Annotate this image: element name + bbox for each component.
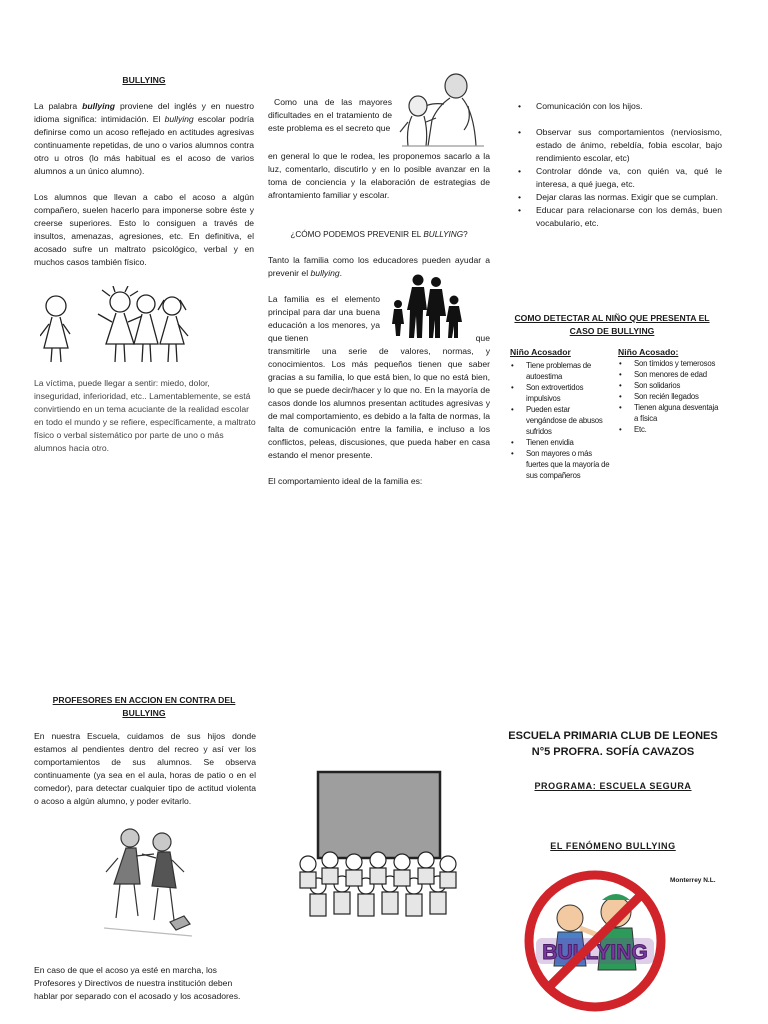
family-paragraph-end: transmitirle una serie de valores, normas, y conocimientos. Los más pequeños tienen que saber gracias a su familia, lo que está bien, lo que no está bien, lo que se puede decir/hacer y lo que no. En la mayoría de casos donde los alumnos presentan actitudes agresivas y de mal comportamiento, es debido a la falta de normas, la falta de comunicación entre la familia, e incluso a los conflictos, peleas, discusiones, que pueda haber en casa estando el menor presente.: [268, 346, 490, 460]
list-item: • Tienen alguna desventaja a física: [616, 402, 720, 424]
list-item: • Controlar dónde va, con quién va, qué le interesa, a qué juega, etc.: [514, 165, 722, 191]
school-name-line: N°5 PROFRA. SOFÍA CAVAZOS: [531, 746, 695, 758]
prevent-intro: Tanto la familia como los educadores pueden ayudar a prevenir el bullying.: [268, 255, 490, 278]
bullies-paragraph: Los alumnos que llevan a cabo el acoso a algún compañero, suelen hacerlo para imponerse sobre éste y creerse superiores. Esto lo consiguen a través de insultos, amenazas, agresiones, etc. En definitiva, el acosado sufre un maltrato psicológico, verbal y en muchos casos también físico.: [34, 192, 254, 267]
heading-text: ?: [463, 230, 468, 239]
list-item: • Dejar claras las normas. Exigir que se cumplan.: [514, 191, 722, 204]
kids-drawing-image: [40, 286, 190, 366]
bully-column-label: Niño Acosador: [510, 347, 571, 357]
text-run: escolar podría definirse como un acoso reflejado en actitudes agresivas continuamente repetidas, de uno o varios alumnos contra otro u otros (lo más habitual es el acoso de varios alumnos a un único alumno).: [34, 114, 254, 176]
text-run: proviene del inglés y en nuestro idioma significa: intimidación. El: [34, 101, 254, 124]
list-item: • Comunicación con los hijos.: [514, 100, 722, 113]
secret-paragraph-end: en general lo que le rodea, les proponemos sacarlo a la luz, comentarlo, discutirlo y en lo posible avanzar en la toma de conciencia y la elaboración de estrategias de afrontamiento familiar y escolar.: [268, 151, 490, 200]
prevent-intro-text: Tanto la familia como los educadores pueden ayudar a prevenir el: [268, 255, 490, 278]
no-bullying-sign: [520, 866, 670, 1016]
list-item: • Tiene problemas de autoestima: [508, 360, 612, 382]
victim-traits-list: [616, 358, 720, 435]
city-label: Monterrey N.L.: [670, 877, 716, 884]
heading-text: ¿CÓMO PODEMOS PREVENIR EL: [290, 230, 424, 239]
bullying-title: BULLYING: [122, 75, 166, 85]
teachers-paragraph-2: En caso de que el acoso ya esté en marcha, los Profesores y Directivos de nuestra institución deben hablar por separado con el acosado y los acosadores.: [34, 965, 241, 1001]
list-item: • Etc.: [616, 424, 720, 435]
list-item: • Son solidarios: [616, 380, 720, 391]
secret-paragraph-start: Como una de las mayores dificultades en el tratamiento de este problema es el secreto que: [268, 97, 392, 133]
program-title: PROGRAMA: ESCUELA SEGURA: [534, 781, 692, 791]
heading-em: BULLYING: [423, 230, 464, 239]
sign-word: BULLYING: [542, 941, 648, 964]
family-silhouette-image: [388, 272, 464, 340]
family-paragraph-start: La familia es el elemento principal para dar una buena educación a los menores, ya que tienen: [268, 294, 380, 343]
teachers-title: PROFESORES EN ACCION EN CONTRA DEL BULLYING: [52, 695, 236, 718]
classroom-board-image: [292, 768, 464, 924]
school-name-line: ESCUELA PRIMARIA CLUB DE LEONES: [508, 730, 718, 742]
school-name: [500, 728, 726, 760]
intro-paragraph: [34, 100, 254, 178]
list-item: • Son tímidos y temerosos: [616, 358, 720, 369]
list-item: • Son recién llegados: [616, 391, 720, 402]
parent-child-image: [398, 72, 488, 148]
teachers-paragraph: En nuestra Escuela, cuidamos de sus hijos donde estamos al pendientes dentro del recreo y así ver los comportamientos de sus alumnos. Se observa continuamente (ya sea en el aula, horas de patio o en el comedor), para detectar cualquier tipo de actitud violenta o acoso a algún alumno, y poder evitarlo.: [34, 731, 256, 806]
victim-paragraph: La víctima, puede llegar a sentir: miedo, dolor, inseguridad, inferioridad, etc.. Lamentablemente, se está convirtiendo en un tema acuciante de la realidad escolar en todo el mundo y se refiere, específicamente, a maltrato físico o verbal sistemático por parte de uno o más alumnos hacia otro.: [34, 378, 256, 453]
victim-column-label: Niño Acosado:: [618, 347, 679, 357]
ideal-behavior-text: El comportamiento ideal de la familia es:: [268, 476, 423, 486]
list-item: • Son menores de edad: [616, 369, 720, 380]
list-item: • Son extrovertidos impulsivos: [508, 382, 612, 404]
list-item: • Observar sus comportamientos (nerviosismo, estado de ánimo, rebeldía, fobia escolar, bajo rendimiento escolar, etc): [514, 126, 722, 165]
text-run-em: bullying: [164, 114, 194, 124]
text-run-em: bullying: [82, 101, 116, 111]
prevent-intro-em: bullying: [310, 268, 340, 278]
phenomenon-title: EL FENÓMENO BULLYING: [550, 841, 676, 851]
family-behavior-list: [514, 100, 722, 230]
detect-title: COMO DETECTAR AL NIÑO QUE PRESENTA EL CASO DE BULLYING: [514, 313, 710, 336]
text-run: La palabra: [34, 101, 83, 111]
list-item: • Educar para relacionarse con los demás, buen vocabulario, etc.: [514, 204, 722, 230]
prevent-heading: [268, 228, 490, 241]
list-item: • Pueden estar vengándose de abusos sufridos: [508, 404, 612, 437]
fighting-kids-image: [100, 824, 196, 944]
list-item: • Tienen envidia: [508, 437, 612, 448]
list-item: • Son mayores o más fuertes que la mayoría de sus compañeros: [508, 448, 612, 481]
family-que-text: que: [475, 333, 490, 343]
bully-traits-list: [508, 360, 612, 481]
